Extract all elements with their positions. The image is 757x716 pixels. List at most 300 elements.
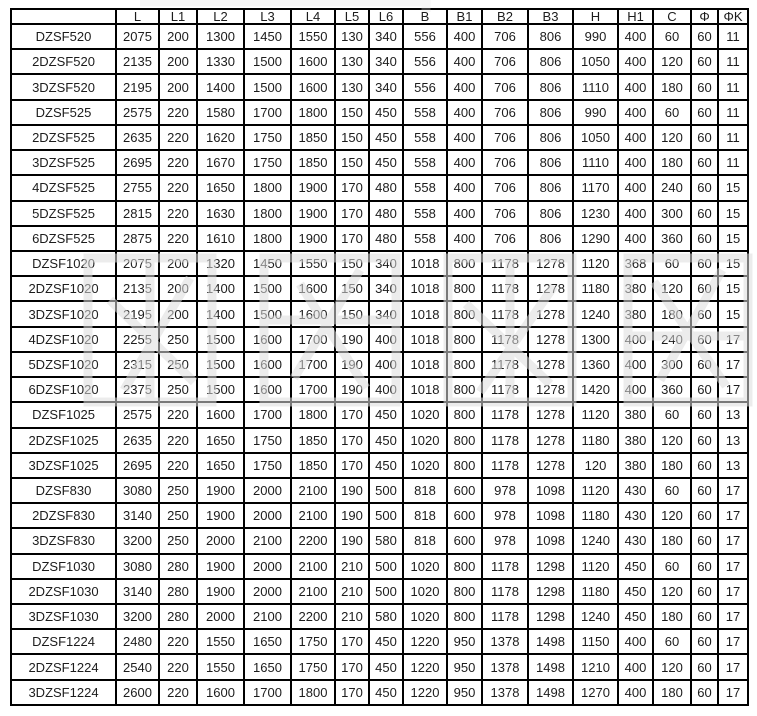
column-header-h: H [573,9,618,24]
value-cell: 240 [653,327,691,352]
value-cell: 1098 [528,528,573,553]
value-cell: 2000 [197,528,244,553]
value-cell: 818 [403,478,447,503]
value-cell: 1600 [291,276,335,301]
value-cell: 1300 [197,24,244,49]
column-header-l2: L2 [197,9,244,24]
table-row [11,201,748,226]
column-header-b: B [403,9,447,24]
value-cell: 1180 [573,503,618,528]
value-cell: 1180 [573,579,618,604]
value-cell: 60 [691,629,718,654]
value-cell: 1700 [291,327,335,352]
value-cell: 17 [718,680,748,705]
table-row [11,276,748,301]
value-cell: 210 [335,579,369,604]
value-cell: 1278 [528,327,573,352]
value-cell: 60 [691,352,718,377]
value-cell: 1178 [482,327,528,352]
column-header-l4: L4 [291,9,335,24]
value-cell: 60 [691,125,718,150]
value-cell: 150 [335,251,369,276]
value-cell: 1650 [197,175,244,200]
value-cell: 220 [159,100,197,125]
value-cell: 1650 [197,453,244,478]
value-cell: 250 [159,528,197,553]
value-cell: 1500 [244,301,291,326]
value-cell: 190 [335,377,369,402]
value-cell: 1018 [403,377,447,402]
value-cell: 280 [159,554,197,579]
value-cell: 2000 [244,478,291,503]
value-cell: 1120 [573,478,618,503]
value-cell: 1800 [291,100,335,125]
value-cell: 60 [691,604,718,629]
value-cell: 1600 [244,377,291,402]
value-cell: 180 [653,604,691,629]
value-cell: 1400 [197,276,244,301]
value-cell: 17 [718,503,748,528]
value-cell: 1298 [528,554,573,579]
value-cell: 17 [718,478,748,503]
value-cell: 150 [335,301,369,326]
value-cell: 800 [447,604,482,629]
value-cell: 1170 [573,175,618,200]
value-cell: 1900 [291,175,335,200]
column-header-φ: Φ [691,9,718,24]
value-cell: 1600 [244,327,291,352]
value-cell: 190 [335,478,369,503]
value-cell: 558 [403,100,447,125]
value-cell: 800 [447,453,482,478]
value-cell: 380 [618,301,653,326]
value-cell: 1180 [573,276,618,301]
value-cell: 220 [159,680,197,705]
value-cell: 1600 [291,49,335,74]
value-cell: 1330 [197,49,244,74]
value-cell: 60 [691,100,718,125]
value-cell: 220 [159,402,197,427]
value-cell: 580 [369,528,403,553]
value-cell: 1630 [197,201,244,226]
value-cell: 1750 [244,125,291,150]
value-cell: 450 [369,654,403,679]
value-cell: 978 [482,503,528,528]
value-cell: 1450 [244,251,291,276]
value-cell: 1278 [528,453,573,478]
table-row [11,226,748,251]
value-cell: 1278 [528,428,573,453]
column-header-l3: L3 [244,9,291,24]
value-cell: 706 [482,24,528,49]
value-cell: 556 [403,74,447,99]
value-cell: 430 [618,528,653,553]
value-cell: 60 [653,478,691,503]
value-cell: 17 [718,352,748,377]
header-row [11,9,748,24]
value-cell: 1700 [291,377,335,402]
value-cell: 1500 [197,377,244,402]
table-row [11,604,748,629]
value-cell: 60 [691,251,718,276]
value-cell: 200 [159,276,197,301]
value-cell: 2135 [116,276,159,301]
value-cell: 17 [718,327,748,352]
value-cell: 2195 [116,301,159,326]
value-cell: 1110 [573,150,618,175]
value-cell: 400 [447,226,482,251]
value-cell: 15 [718,251,748,276]
table-row [11,327,748,352]
value-cell: 2255 [116,327,159,352]
value-cell: 580 [369,604,403,629]
value-cell: 1290 [573,226,618,251]
value-cell: 400 [369,377,403,402]
value-cell: 1320 [197,251,244,276]
value-cell: 170 [335,201,369,226]
value-cell: 60 [653,402,691,427]
table-row [11,528,748,553]
value-cell: 1600 [244,352,291,377]
value-cell: 1500 [244,276,291,301]
model-cell: 3DZSF1020 [11,301,116,326]
value-cell: 1278 [528,301,573,326]
value-cell: 180 [653,453,691,478]
value-cell: 800 [447,402,482,427]
value-cell: 220 [159,175,197,200]
table-row [11,453,748,478]
value-cell: 480 [369,226,403,251]
value-cell: 2635 [116,125,159,150]
value-cell: 180 [653,680,691,705]
value-cell: 15 [718,175,748,200]
value-cell: 1120 [573,251,618,276]
value-cell: 2315 [116,352,159,377]
value-cell: 150 [335,100,369,125]
value-cell: 13 [718,402,748,427]
value-cell: 450 [618,579,653,604]
value-cell: 60 [691,654,718,679]
value-cell: 1900 [197,503,244,528]
value-cell: 120 [653,49,691,74]
value-cell: 1650 [244,654,291,679]
value-cell: 380 [618,402,653,427]
table-row [11,24,748,49]
value-cell: 11 [718,150,748,175]
value-cell: 220 [159,629,197,654]
value-cell: 1178 [482,554,528,579]
value-cell: 2815 [116,201,159,226]
value-cell: 1050 [573,125,618,150]
value-cell: 200 [159,49,197,74]
value-cell: 1210 [573,654,618,679]
value-cell: 1150 [573,629,618,654]
value-cell: 800 [447,554,482,579]
value-cell: 430 [618,503,653,528]
value-cell: 2600 [116,680,159,705]
value-cell: 180 [653,528,691,553]
value-cell: 1178 [482,428,528,453]
model-cell: DZSF525 [11,100,116,125]
value-cell: 1670 [197,150,244,175]
column-header-b2: B2 [482,9,528,24]
value-cell: 450 [369,680,403,705]
value-cell: 706 [482,150,528,175]
value-cell: 806 [528,150,573,175]
value-cell: 1400 [197,74,244,99]
value-cell: 1298 [528,604,573,629]
value-cell: 340 [369,74,403,99]
column-header-model [11,9,116,24]
value-cell: 1278 [528,352,573,377]
value-cell: 1120 [573,554,618,579]
value-cell: 806 [528,226,573,251]
value-cell: 1178 [482,579,528,604]
table-row [11,478,748,503]
value-cell: 1550 [197,654,244,679]
value-cell: 806 [528,175,573,200]
value-cell: 400 [618,377,653,402]
value-cell: 450 [369,100,403,125]
value-cell: 1750 [291,629,335,654]
table-row [11,503,748,528]
value-cell: 706 [482,226,528,251]
value-cell: 170 [335,680,369,705]
value-cell: 340 [369,251,403,276]
value-cell: 17 [718,554,748,579]
value-cell: 150 [335,276,369,301]
value-cell: 380 [618,428,653,453]
table-row [11,74,748,99]
column-header-c: C [653,9,691,24]
value-cell: 400 [447,150,482,175]
value-cell: 1018 [403,251,447,276]
value-cell: 13 [718,453,748,478]
table-row [11,100,748,125]
value-cell: 60 [691,478,718,503]
value-cell: 17 [718,528,748,553]
value-cell: 1020 [403,579,447,604]
value-cell: 220 [159,125,197,150]
value-cell: 600 [447,478,482,503]
value-cell: 1178 [482,453,528,478]
value-cell: 2755 [116,175,159,200]
value-cell: 450 [369,428,403,453]
table-row [11,125,748,150]
value-cell: 170 [335,453,369,478]
value-cell: 1580 [197,100,244,125]
value-cell: 60 [691,579,718,604]
value-cell: 558 [403,175,447,200]
value-cell: 706 [482,125,528,150]
value-cell: 220 [159,226,197,251]
value-cell: 250 [159,352,197,377]
value-cell: 706 [482,49,528,74]
value-cell: 1178 [482,251,528,276]
table-row [11,579,748,604]
value-cell: 990 [573,24,618,49]
value-cell: 1360 [573,352,618,377]
table-row [11,554,748,579]
value-cell: 13 [718,428,748,453]
value-cell: 220 [159,428,197,453]
value-cell: 1020 [403,453,447,478]
value-cell: 1850 [291,453,335,478]
value-cell: 60 [691,680,718,705]
value-cell: 1500 [197,352,244,377]
value-cell: 806 [528,100,573,125]
value-cell: 170 [335,428,369,453]
value-cell: 400 [618,49,653,74]
value-cell: 556 [403,49,447,74]
value-cell: 170 [335,226,369,251]
value-cell: 2100 [244,528,291,553]
value-cell: 1220 [403,680,447,705]
value-cell: 180 [653,74,691,99]
value-cell: 60 [691,49,718,74]
value-cell: 2000 [244,579,291,604]
value-cell: 1650 [197,428,244,453]
value-cell: 180 [653,150,691,175]
value-cell: 450 [369,125,403,150]
value-cell: 1270 [573,680,618,705]
value-cell: 1178 [482,402,528,427]
value-cell: 250 [159,478,197,503]
value-cell: 120 [573,453,618,478]
value-cell: 2100 [291,478,335,503]
value-cell: 806 [528,125,573,150]
value-cell: 1600 [291,74,335,99]
value-cell: 1180 [573,428,618,453]
value-cell: 400 [369,327,403,352]
model-cell: 3DZSF830 [11,528,116,553]
value-cell: 1850 [291,125,335,150]
value-cell: 60 [691,276,718,301]
value-cell: 800 [447,251,482,276]
model-cell: 2DZSF1030 [11,579,116,604]
value-cell: 130 [335,74,369,99]
value-cell: 1450 [244,24,291,49]
value-cell: 2575 [116,100,159,125]
column-header-l1: L1 [159,9,197,24]
value-cell: 150 [335,125,369,150]
value-cell: 1278 [528,276,573,301]
value-cell: 60 [691,24,718,49]
value-cell: 1240 [573,604,618,629]
value-cell: 220 [159,201,197,226]
value-cell: 340 [369,49,403,74]
value-cell: 1700 [244,680,291,705]
value-cell: 1500 [197,327,244,352]
value-cell: 2000 [197,604,244,629]
value-cell: 60 [691,175,718,200]
value-cell: 2075 [116,251,159,276]
value-cell: 1900 [197,554,244,579]
value-cell: 500 [369,554,403,579]
value-cell: 1378 [482,680,528,705]
value-cell: 60 [653,554,691,579]
value-cell: 200 [159,301,197,326]
value-cell: 1550 [291,24,335,49]
value-cell: 60 [691,377,718,402]
value-cell: 1178 [482,276,528,301]
value-cell: 1240 [573,528,618,553]
value-cell: 1500 [244,49,291,74]
value-cell: 180 [653,301,691,326]
value-cell: 950 [447,629,482,654]
model-cell: 5DZSF525 [11,201,116,226]
table-row [11,654,748,679]
value-cell: 1600 [197,680,244,705]
value-cell: 400 [447,125,482,150]
value-cell: 990 [573,100,618,125]
value-cell: 400 [618,680,653,705]
value-cell: 15 [718,301,748,326]
value-cell: 11 [718,74,748,99]
dimension-table [10,8,749,706]
value-cell: 400 [618,24,653,49]
value-cell: 15 [718,276,748,301]
value-cell: 380 [618,276,653,301]
value-cell: 1600 [197,402,244,427]
value-cell: 300 [653,352,691,377]
value-cell: 1120 [573,402,618,427]
value-cell: 60 [691,554,718,579]
value-cell: 400 [447,175,482,200]
value-cell: 480 [369,201,403,226]
value-cell: 3140 [116,503,159,528]
model-cell: 2DZSF520 [11,49,116,74]
value-cell: 340 [369,24,403,49]
value-cell: 500 [369,478,403,503]
value-cell: 190 [335,503,369,528]
value-cell: 190 [335,352,369,377]
value-cell: 130 [335,24,369,49]
model-cell: DZSF830 [11,478,116,503]
value-cell: 1550 [197,629,244,654]
model-cell: DZSF1224 [11,629,116,654]
model-cell: 3DZSF1025 [11,453,116,478]
value-cell: 1620 [197,125,244,150]
value-cell: 60 [691,150,718,175]
value-cell: 17 [718,654,748,679]
value-cell: 400 [618,654,653,679]
value-cell: 558 [403,226,447,251]
model-cell: 2DZSF1025 [11,428,116,453]
value-cell: 250 [159,503,197,528]
value-cell: 17 [718,629,748,654]
value-cell: 1800 [291,680,335,705]
value-cell: 17 [718,604,748,629]
value-cell: 1220 [403,654,447,679]
value-cell: 2695 [116,150,159,175]
value-cell: 1800 [291,402,335,427]
value-cell: 2480 [116,629,159,654]
value-cell: 190 [335,327,369,352]
value-cell: 170 [335,402,369,427]
value-cell: 558 [403,201,447,226]
value-cell: 2200 [291,528,335,553]
column-header-b1: B1 [447,9,482,24]
value-cell: 1378 [482,654,528,679]
table-row [11,150,748,175]
value-cell: 220 [159,150,197,175]
value-cell: 190 [335,528,369,553]
column-header-b3: B3 [528,9,573,24]
value-cell: 60 [653,100,691,125]
value-cell: 978 [482,478,528,503]
value-cell: 806 [528,49,573,74]
